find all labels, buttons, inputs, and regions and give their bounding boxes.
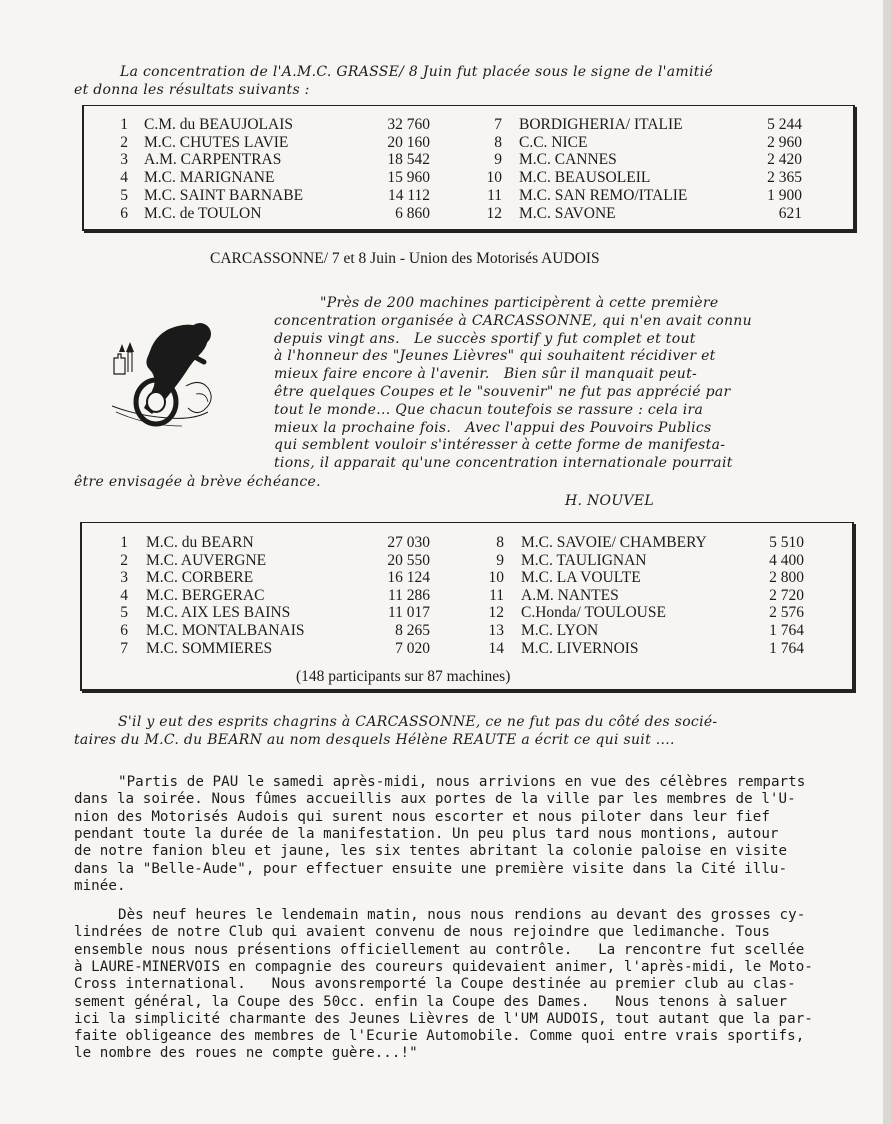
- result-club: M.C. MARIGNANE: [144, 169, 275, 187]
- result-rank: 1: [120, 534, 128, 551]
- story-line: faite obligeance des membres de l'Ecurie Automobile. Comme quoi entre vrais sportifs,: [74, 1028, 805, 1045]
- intro-bearn-line-1: S'il y eut des esprits chagrins à CARCASSONNE, ce ne fut pas du côté des socié-: [118, 714, 718, 730]
- result-rank: 5: [120, 186, 128, 204]
- result-score: 14 112: [387, 186, 430, 204]
- result-club: A.M. NANTES: [521, 586, 619, 604]
- result-rank: 2: [120, 551, 128, 569]
- result-club: M.C. LIVERNOIS: [521, 639, 639, 657]
- result-rank: 3: [120, 569, 128, 587]
- quote-line: tions, il apparait qu'une concentration internationale pourrait: [274, 455, 733, 472]
- result-score: 4 400: [769, 551, 804, 569]
- story-line: le nombre des roues ne compte guère...!": [74, 1045, 418, 1062]
- result-score: 11 017: [387, 604, 430, 622]
- result-club: M.C. AIX LES BAINS: [146, 604, 291, 622]
- results-table-carcassonne: [80, 522, 854, 691]
- result-rank: 6: [120, 622, 128, 639]
- result-score: 1 900: [767, 186, 802, 204]
- carcassonne-heading: CARCASSONNE/ 7 et 8 Juin - Union des Motorisés AUDOIS: [210, 250, 600, 267]
- result-club: M.C. du BEARN: [146, 534, 254, 551]
- story-line: dans la soirée. Nous fûmes accueillis aux portes de la ville par les membres de l'U-: [74, 791, 796, 808]
- quote-line: depuis vingt ans. Le succès sportif y fut complet et tout: [274, 330, 696, 347]
- result-score: 1 764: [769, 639, 804, 657]
- result-score: 16 124: [387, 569, 430, 587]
- quote-line: à l'honneur des "Jeunes Lièvres" qui souhaitent récidiver et: [274, 348, 716, 365]
- result-rank: 8: [496, 534, 504, 551]
- story-line: lindrées de notre Club qui avaient convenu de nous rejoindre que ledimanche. Tous: [74, 924, 770, 941]
- result-club: M.C. CHUTES LAVIE: [144, 133, 289, 151]
- result-rank: 13: [488, 622, 504, 639]
- story-line: ensemble nous nous présentions officiellement au contrôle. La rencontre fut scellée: [74, 941, 805, 958]
- result-rank: 1: [120, 116, 128, 133]
- result-score: 2 960: [767, 133, 802, 151]
- story-line: à LAURE-MINERVOIS en compagnie des coureurs quidevaient animer, l'après-midi, le Moto-: [74, 958, 813, 975]
- result-score: 7 020: [395, 639, 430, 657]
- quote-last-line: être envisagée à brève échéance.: [74, 474, 321, 490]
- motorcycle-rider-illustration: [108, 316, 220, 432]
- intro-grasse-line-1: La concentration de l'A.M.C. GRASSE/ 8 Juin fut placée sous le signe de l'amitié: [120, 64, 714, 80]
- result-rank: 9: [496, 551, 504, 569]
- result-score: 27 030: [387, 534, 430, 551]
- story-line: pendant toute la durée de la manifestation. Un peu plus tard nous montions, autour: [74, 825, 779, 842]
- page-edge-shadow: [883, 0, 891, 1124]
- result-score: 2 365: [767, 169, 802, 187]
- result-score: 20 550: [387, 551, 430, 569]
- result-club: M.C. SOMMIERES: [146, 639, 273, 657]
- intro-bearn-line-2: taires du M.C. du BEARN au nom desquels Hélène REAUTE a écrit ce qui suit ....: [74, 732, 675, 748]
- result-score: 621: [778, 204, 802, 222]
- result-score: 15 960: [387, 169, 430, 187]
- quote-line: mieux faire encore à l'avenir. Bien sûr il manquait peut-: [274, 366, 698, 383]
- result-club: BORDIGHERIA/ ITALIE: [519, 116, 683, 133]
- result-score: 1 764: [769, 622, 804, 639]
- result-club: M.C. CORBERE: [146, 569, 254, 587]
- quote-signature: H. NOUVEL: [565, 493, 654, 509]
- result-score: 20 160: [387, 133, 430, 151]
- result-rank: 10: [488, 569, 504, 587]
- result-club: M.C. SAVONE: [519, 204, 616, 222]
- intro-grasse-line-2: et donna les résultats suivants :: [74, 82, 310, 98]
- result-club: C.Honda/ TOULOUSE: [521, 604, 666, 622]
- result-club: M.C. AUVERGNE: [146, 551, 267, 569]
- result-club: M.C. SAN REMO/ITALIE: [519, 186, 688, 204]
- result-rank: 12: [488, 604, 504, 622]
- result-score: 2 800: [769, 569, 804, 587]
- result-score: 5 510: [769, 534, 804, 551]
- result-club: M.C. CANNES: [519, 151, 617, 169]
- participants-caption: (148 participants sur 87 machines): [296, 668, 511, 685]
- result-rank: 8: [494, 133, 502, 151]
- result-club: M.C. LYON: [521, 622, 599, 639]
- story-line: nion des Motorisés Audois qui surent nous escorter et nous piloter dans leur fief: [74, 808, 770, 825]
- result-club: A.M. CARPENTRAS: [144, 151, 282, 169]
- result-score: 11 286: [387, 586, 430, 604]
- result-club: M.C. BERGERAC: [146, 586, 265, 604]
- result-score: 32 760: [387, 116, 430, 133]
- result-club: M.C. SAINT BARNABE: [144, 186, 304, 204]
- result-club: M.C. MONTALBANAIS: [146, 622, 305, 639]
- result-club: M.C. BEAUSOLEIL: [519, 169, 651, 187]
- result-club: C.M. du BEAUJOLAIS: [144, 116, 293, 133]
- result-rank: 11: [487, 186, 502, 204]
- story-line: Cross international. Nous avonsremporté la Coupe destinée au premier club au clas-: [74, 976, 796, 993]
- result-rank: 7: [494, 116, 502, 133]
- result-rank: 5: [120, 604, 128, 622]
- result-score: 2 420: [767, 151, 802, 169]
- result-club: M.C. TAULIGNAN: [521, 551, 647, 569]
- result-club: C.C. NICE: [519, 133, 588, 151]
- result-club: M.C. de TOULON: [144, 204, 262, 222]
- result-club: M.C. LA VOULTE: [521, 569, 641, 587]
- story-line: sement général, la Coupe des 50cc. enfin la Coupe des Dames. Nous tenons à saluer: [74, 993, 788, 1010]
- result-score: 2 720: [769, 586, 804, 604]
- story-line: ici la simplicité charmante des Jeunes Lièvres de l'UM AUDOIS, tout autant que la par-: [74, 1010, 813, 1027]
- result-rank: 11: [489, 586, 504, 604]
- result-club: M.C. SAVOIE/ CHAMBERY: [521, 534, 707, 551]
- story-line: minée.: [74, 877, 126, 894]
- quote-line: être quelques Coupes et le "souvenir" ne fut pas apprécié par: [274, 384, 731, 400]
- result-rank: 6: [120, 204, 128, 222]
- result-score: 8 265: [395, 622, 430, 639]
- quote-line: tout le monde... Que chacun toutefois se rassure : cela ira: [274, 401, 704, 418]
- result-rank: 2: [120, 133, 128, 151]
- result-score: 18 542: [387, 151, 430, 169]
- quote-line: mieux la prochaine fois. Avec l'appui des Pouvoirs Publics: [274, 419, 712, 436]
- result-rank: 7: [120, 639, 128, 657]
- story-line: Dès neuf heures le lendemain matin, nous nous rendions au devant des grosses cy-: [118, 907, 806, 923]
- story-line: dans la "Belle-Aude", pour effectuer ensuite une première visite dans la Cité illu-: [74, 860, 788, 877]
- result-score: 6 860: [395, 204, 430, 222]
- result-rank: 12: [486, 204, 502, 222]
- quote-line: qui semblent vouloir s'intéresser à cette forme de manifesta-: [274, 437, 726, 454]
- result-score: 5 244: [767, 116, 802, 133]
- result-rank: 14: [488, 639, 504, 657]
- story-line: de notre fanion bleu et jaune, les six tentes abritant la colonie paloise en visite: [74, 843, 788, 860]
- result-rank: 4: [120, 169, 128, 187]
- result-rank: 3: [120, 151, 128, 169]
- result-rank: 4: [120, 586, 128, 604]
- result-score: 2 576: [769, 604, 804, 622]
- story-line: "Partis de PAU le samedi après-midi, nous arrivions en vue des célèbres remparts: [118, 774, 806, 790]
- quote-line: concentration organisée à CARCASSONNE, qui n'en avait connu: [274, 312, 752, 329]
- quote-line: "Près de 200 machines participèrent à cette première: [320, 295, 719, 311]
- results-table-grasse: [82, 105, 855, 231]
- result-rank: 10: [486, 169, 502, 187]
- result-rank: 9: [494, 151, 502, 169]
